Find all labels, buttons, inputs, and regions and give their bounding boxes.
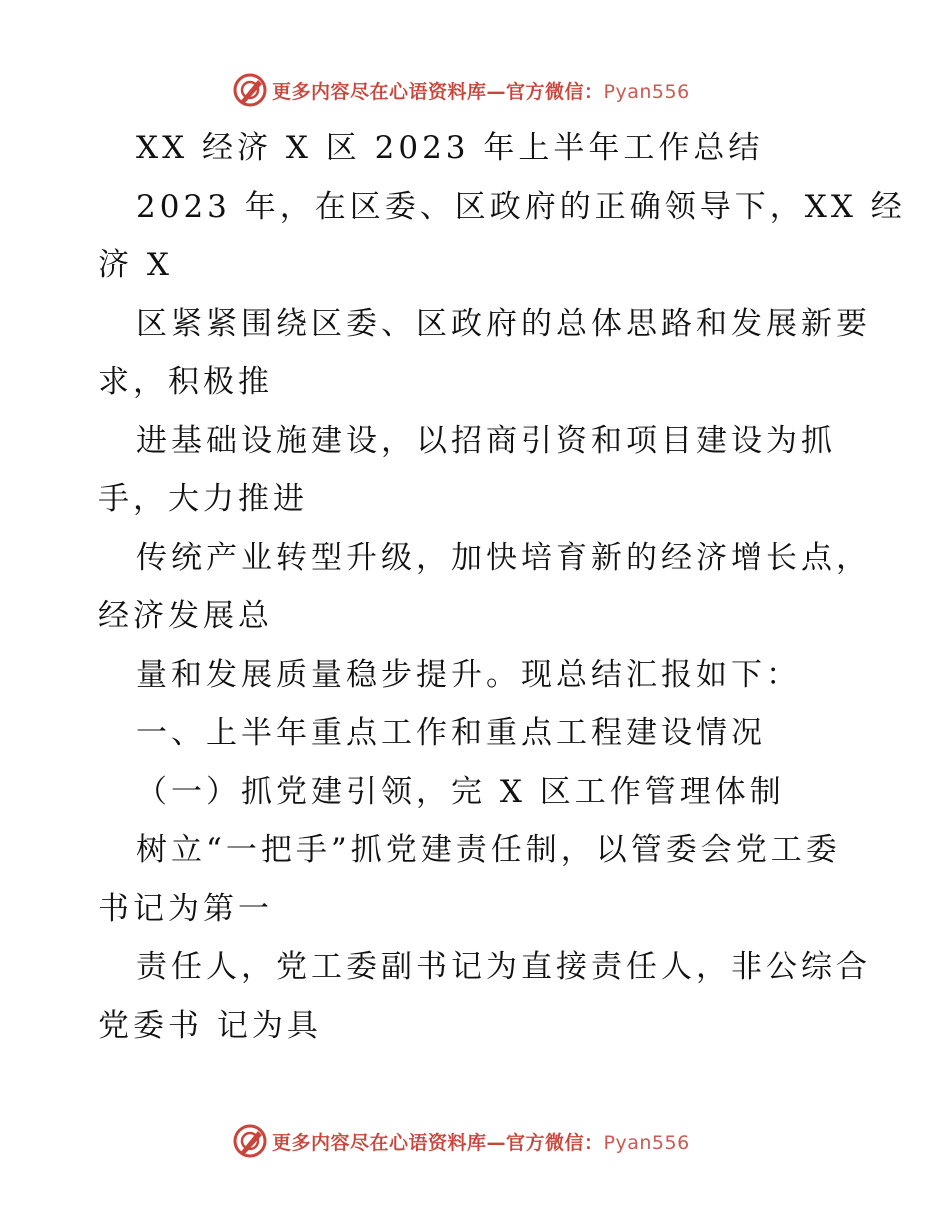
paragraph-line: 责任人，党工委副书记为直接责任人，非公综合 [136,949,871,985]
paragraph-line: 党委书 记为具 [98,1008,322,1044]
paragraph-line: 树立“一把手”抓党建责任制，以管委会党工委 [136,832,841,868]
subsection-heading: （一）抓党建引领，完 X 区工作管理体制 [136,774,785,810]
paragraph-line: 量和发展质量稳步提升。现总结汇报如下： [136,657,801,693]
pen-logo-icon [232,1123,268,1159]
watermark-text: 更多内容尽在心语资料库—官方微信：Pyan556 [272,80,690,103]
pen-logo-icon [232,72,268,108]
paragraph-line: 进基础设施建设，以招商引资和项目建设为抓 [136,423,836,459]
watermark-text: 更多内容尽在心语资料库—官方微信：Pyan556 [272,1131,690,1154]
document-title: XX 经济 X 区 2023 年上半年工作总结 [136,130,764,166]
paragraph-line: 求，积极推 [98,364,273,400]
paragraph-line: 济 X [98,247,173,283]
paragraph-line: 经济发展总 [98,598,273,634]
section-heading: 一、上半年重点工作和重点工程建设情况 [136,715,766,751]
watermark-footer [232,1121,690,1161]
paragraph-line: 手，大力推进 [98,481,308,517]
paragraph-line: 传统产业转型升级，加快培育新的经济增长点， [136,540,871,576]
paragraph-line: 2023 年，在区委、区政府的正确领导下，XX 经 [136,189,906,225]
paragraph-line: 书记为第一 [98,891,273,927]
paragraph-line: 区紧紧围绕区委、区政府的总体思路和发展新要 [136,306,871,342]
watermark-header [232,70,690,110]
